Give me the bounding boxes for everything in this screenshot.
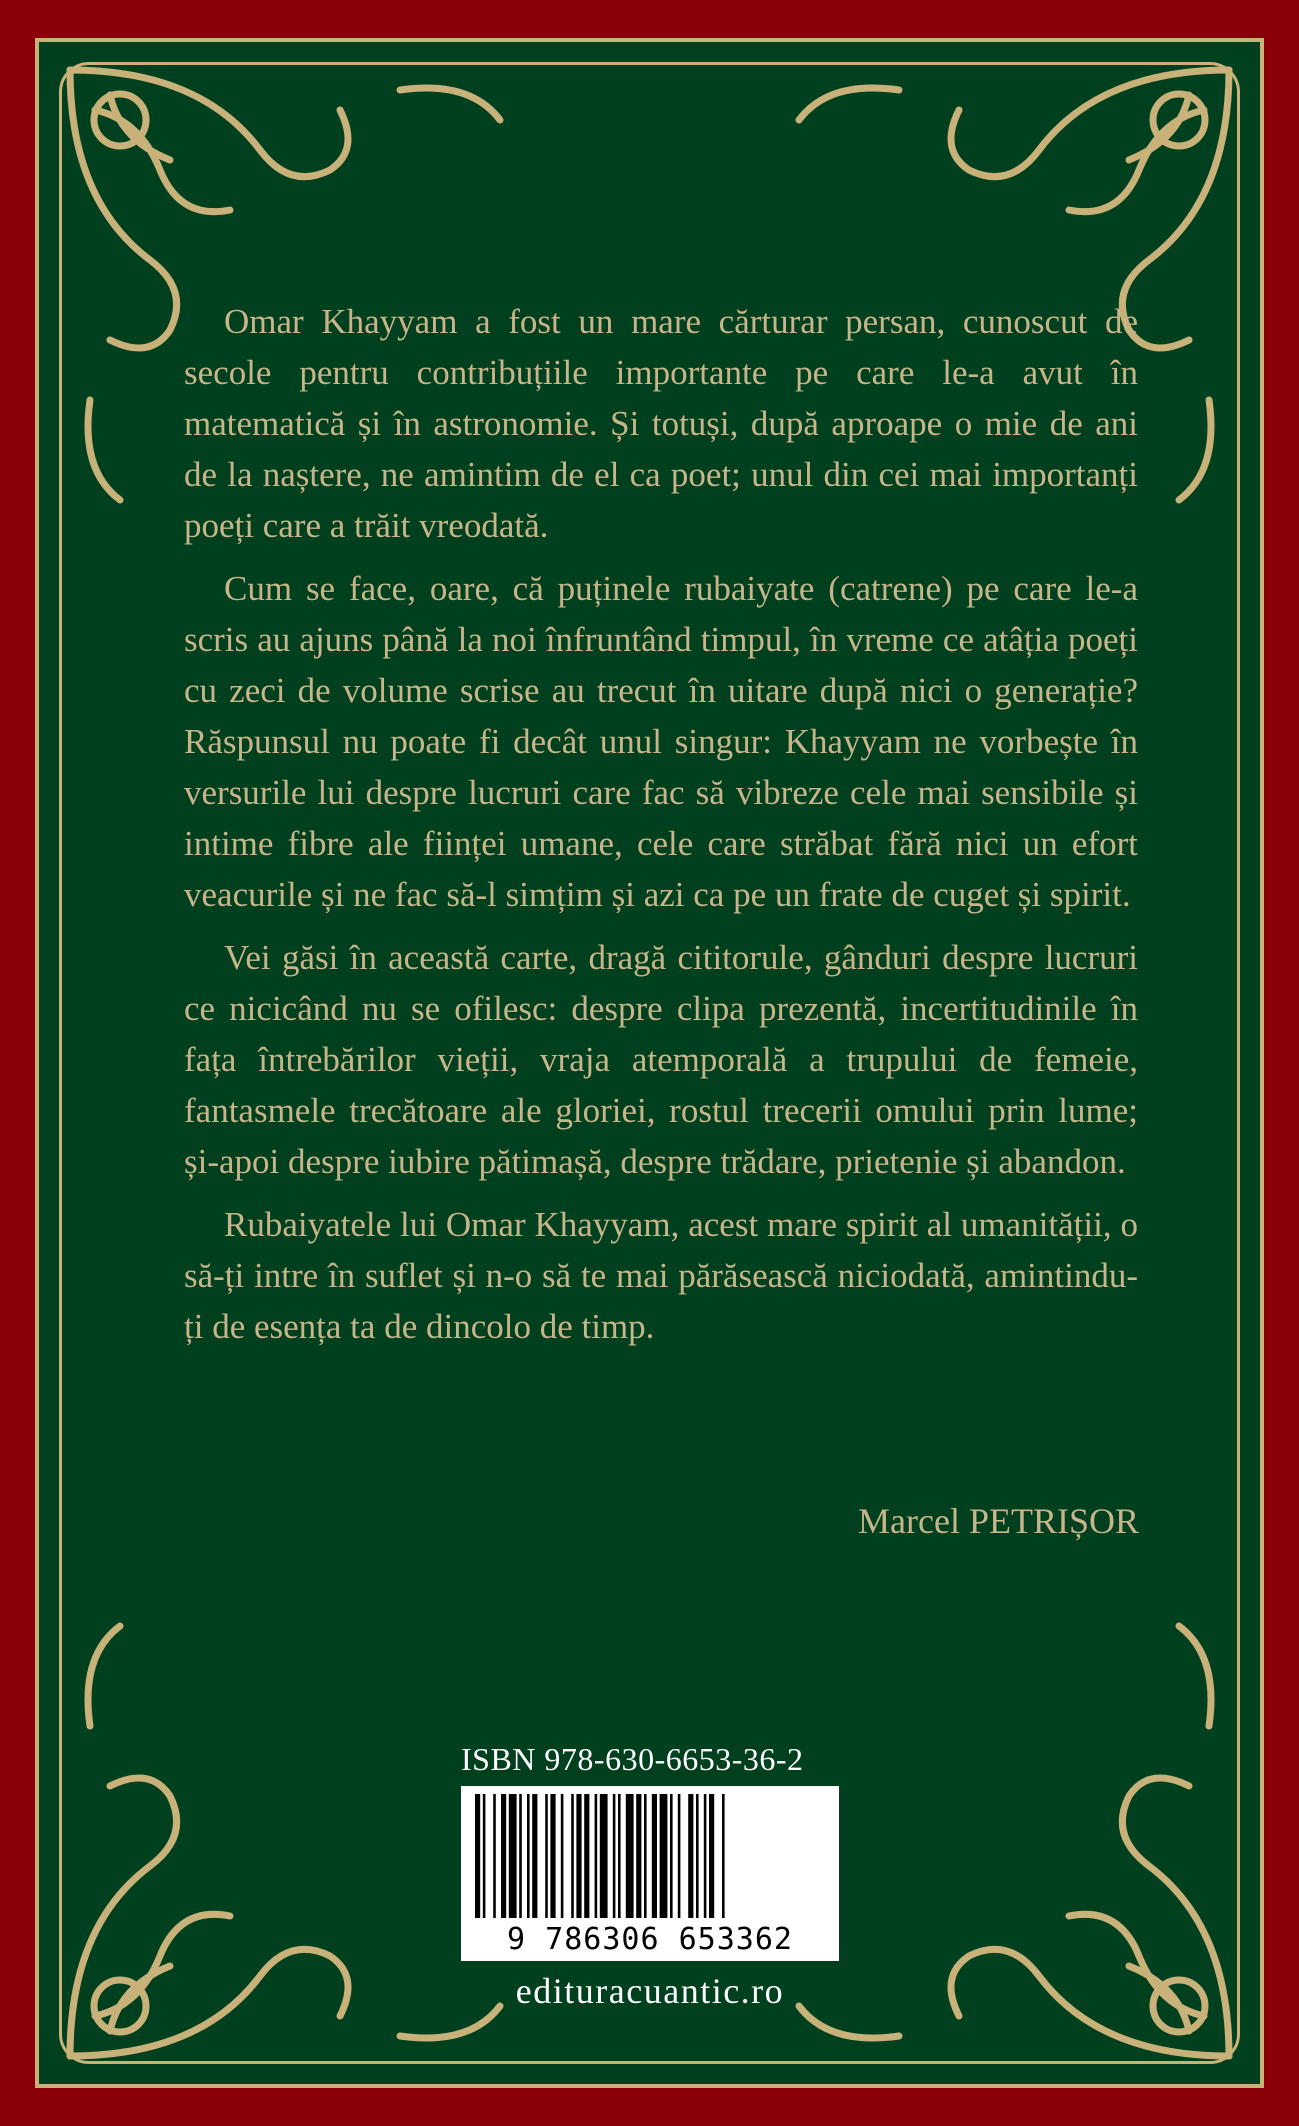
barcode-bar: [545, 1794, 548, 1918]
barcode-bar: [527, 1794, 530, 1918]
barcode-bar: [670, 1794, 673, 1918]
barcode-bar: [696, 1794, 699, 1918]
barcode-bar: [688, 1794, 693, 1918]
barcode-bar: [519, 1794, 522, 1918]
barcode-bar: [584, 1794, 589, 1918]
barcode-bar: [600, 1794, 608, 1918]
author-signature: Marcel PETRIȘOR: [858, 1501, 1139, 1541]
barcode-bar: [678, 1794, 681, 1918]
barcode-bar: [475, 1794, 480, 1918]
barcode-bar: [561, 1794, 564, 1918]
barcode-bar: [613, 1794, 616, 1918]
barcode-bar: [550, 1794, 555, 1918]
barcode-icon: [461, 1786, 839, 1961]
barcode-bar: [509, 1794, 517, 1918]
barcode-bar: [576, 1794, 581, 1918]
barcode-bar: [709, 1794, 714, 1918]
barcode-bar: [626, 1794, 634, 1918]
barcode-bar: [483, 1794, 486, 1918]
barcode-bar: [704, 1794, 707, 1918]
barcode-bar: [595, 1794, 598, 1918]
blurb-paragraph-2: Cum se face, oare, că puținele rubaiyate (catrene) pe care le-a scris au ajuns până la noi înfruntând timpul, în vreme ce atâția poeți cu zeci de volume scrise au trecut în uitare după nici o generație? Răspunsul nu poate fi decât unul singur: Khayyam ne vorbește în versurile lui despre lucruri care fac să vibreze cele mai sensibile și intime fibre ale ființei umane, cele care străbat fără nici un efort veacurile și ne fac să-l simțim și azi ca pe un frate de cuget și spirit.: [184, 569, 1138, 914]
barcode-bar: [652, 1794, 657, 1918]
publisher-website: edituracuantic.ro: [515, 1971, 785, 2011]
blurb-text: [184, 296, 1138, 1364]
isbn-label: ISBN 978-630-6653-36-2: [461, 1741, 804, 1777]
blurb-paragraph-4: Rubaiyatele lui Omar Khayyam, acest mare spirit al umanității, o să-ți intre în suflet și n-o să te mai părăsească niciodată, amintindu-ți de esența ta de dincolo de timp.: [184, 1205, 1138, 1346]
barcode-bar: [493, 1794, 496, 1918]
blurb-paragraph-3: Vei găsi în această carte, dragă cititorule, gânduri despre lucruri ce nicicând nu se ofilesc: despre clipa prezentă, incertitudinile în fața întrebărilor vieții, vraja atemporală a trupului de femeie, fantasmele trecătoare ale gloriei, rostul trecerii omului prin lume; și-apoi despre iubire pătimașă, despre trădare, prietenie și abandon.: [184, 938, 1138, 1181]
barcode-bar: [722, 1794, 725, 1918]
barcode-bar: [618, 1794, 621, 1918]
blurb-paragraph-1: Omar Khayyam a fost un mare cărturar persan, cunoscut de secole pentru contribuțiile importante pe care le-a avut în matematică și în astronomie. Și totuși, după aproape o mie de ani de la naștere, ne amintim de el ca poet; unul din cei mai importanți poeți care a trăit vreodată.: [184, 302, 1138, 545]
barcode-bar: [644, 1794, 647, 1918]
barcode-bar: [532, 1794, 537, 1918]
barcode-bar: [571, 1794, 574, 1918]
barcode-bar: [501, 1794, 506, 1918]
barcode-digits: 9 786306 653362: [465, 1921, 835, 1959]
barcode-bar: [660, 1794, 668, 1918]
barcode-bar: [636, 1794, 641, 1918]
